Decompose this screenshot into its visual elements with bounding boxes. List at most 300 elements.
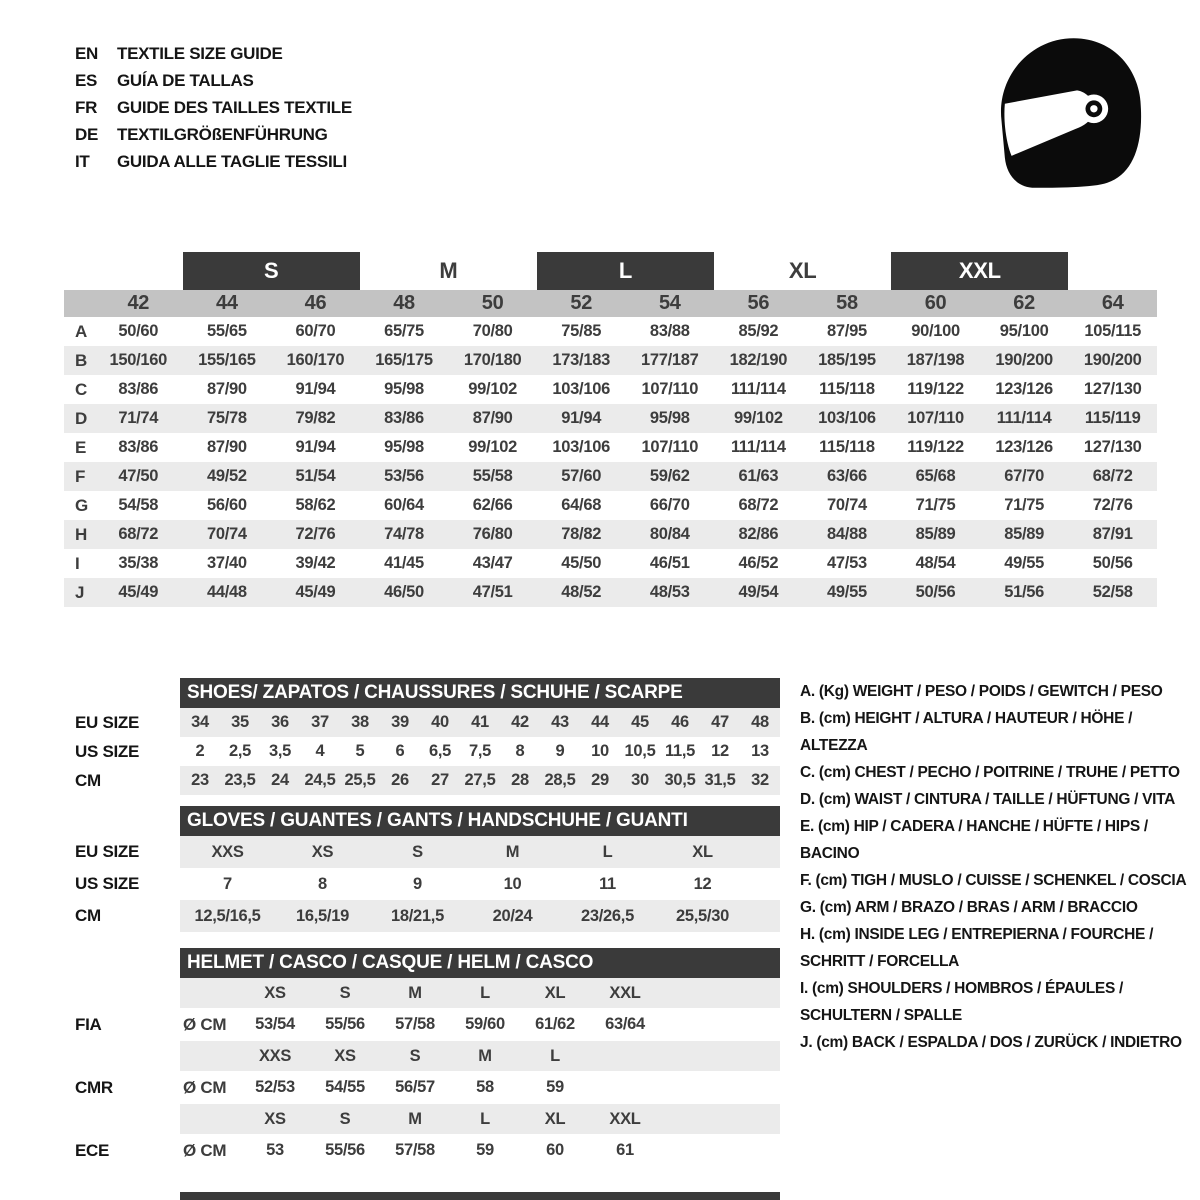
size-cell: S [339,1109,351,1128]
value-cell: 4 [315,742,325,760]
size-band-xl: XL [788,258,817,283]
value-cell: 123/126 [995,438,1053,456]
value-cell: 190/200 [995,351,1053,369]
size-cell: 56 [747,292,770,314]
value-cell: 91/94 [561,409,602,427]
language-row [75,67,352,94]
language-code: FR [75,97,98,117]
legend-item: H. (cm) INSIDE LEG / ENTREPIERNA / FOURCHE / SCHRITT / FORCELLA [800,926,1154,970]
value-cell: 115/118 [819,438,875,456]
unit-cell: Ø CM [183,1077,227,1097]
value-cell: 31,5 [704,771,736,789]
standard-label: ECE [75,1140,110,1160]
size-cell: L [550,1046,560,1065]
table-row [75,900,780,932]
value-cell: 75/85 [561,322,602,340]
value-cell: 85/92 [738,322,779,340]
value-cell: 107/110 [907,409,964,427]
value-cell: 20/24 [492,906,533,925]
value-cell: 83/86 [384,409,424,427]
value-cell: 62/66 [472,496,513,514]
table-row [75,868,780,900]
value-cell: 39/42 [295,554,336,572]
value-cell: 25,5/30 [676,906,729,925]
value-cell: 53 [266,1141,284,1159]
value-cell: 87/90 [472,409,513,427]
value-cell: 39 [391,713,409,731]
value-cell: 50/56 [915,583,956,601]
unit-cell: Ø CM [183,1140,227,1160]
value-cell: 155/165 [198,351,256,369]
value-cell: 53/54 [255,1015,295,1033]
value-cell: 107/110 [641,438,699,456]
value-cell: 44/48 [206,583,247,601]
value-cell: 57/58 [395,1141,435,1159]
size-cell: 52 [570,292,593,314]
value-cell: 84/88 [827,525,867,543]
value-cell: 65/75 [384,322,424,340]
value-cell: 70/74 [206,525,247,543]
value-cell: 7 [223,874,232,893]
value-cell: 47/53 [827,554,867,572]
legend-item: D. (cm) WAIST / CINTURA / TAILLE / HÜFTUNG / VITA [800,791,1176,808]
value-cell: 91/94 [295,438,336,456]
value-cell: 24,5 [304,771,336,789]
size-cell: XL [544,983,566,1002]
value-cell: 119/122 [907,438,964,456]
helmet-value-row [75,1134,780,1167]
value-cell: 78/82 [561,525,602,543]
value-cell: 53/56 [384,467,424,485]
value-cell: 55/65 [206,322,247,340]
value-cell: 2,5 [228,742,252,760]
row-letter: A [75,321,87,341]
value-cell: 165/175 [375,351,433,369]
value-cell: 63/66 [827,467,867,485]
value-cell: 12 [693,874,712,893]
size-band-xxl: XXL [891,252,1068,290]
value-cell: 41 [471,713,489,731]
language-code: DE [75,124,99,144]
value-cell: 61 [616,1141,634,1159]
value-cell: 56/57 [395,1078,435,1096]
table-row [64,578,1157,607]
row-label: CM [75,770,101,790]
size-cell: 50 [481,292,504,314]
helmet-value-row [75,1008,780,1041]
size-cell: L [480,983,490,1002]
value-cell: 24 [271,771,289,789]
value-cell: 61/62 [535,1015,575,1033]
value-cell: 45/49 [295,583,336,601]
value-cell: 111/114 [730,380,786,398]
value-cell: 55/56 [325,1141,365,1159]
value-cell: 115/118 [819,380,875,398]
value-cell: 54/55 [325,1078,365,1096]
size-cell: XS [264,983,286,1002]
value-cell: 23,5 [224,771,256,789]
value-cell: 95/98 [384,380,424,398]
table-row [75,708,780,737]
size-band-header-row [64,252,1157,290]
value-cell: 9 [555,742,565,760]
row-letter: F [75,466,86,486]
value-cell: 35/38 [118,554,159,572]
guide-title: GUIDE DES TAILLES TEXTILE [117,97,352,117]
value-cell: 11,5 [664,742,695,760]
table-row [75,766,780,795]
value-cell: 50/56 [1092,554,1133,572]
value-cell: 99/102 [468,380,517,398]
value-cell: XS [311,842,334,861]
value-cell: 185/195 [818,351,876,369]
legend-item: F. (cm) TIGH / MUSLO / CUISSE / SCHENKEL / COSCIA [800,872,1187,889]
value-cell: 46/51 [649,554,690,572]
value-cell: 115/119 [1084,409,1141,427]
value-cell: 83/86 [118,438,159,456]
value-cell: 49/55 [827,583,867,601]
value-cell: 49/54 [738,583,779,601]
helmet-rows [75,978,780,1167]
shoes-section [75,678,780,795]
value-cell: 12 [711,742,729,760]
value-cell: 54/58 [118,496,159,514]
value-cell: L [602,842,613,861]
value-cell: 95/98 [649,409,690,427]
value-cell: 43/47 [472,554,513,572]
helmet-size-row [180,978,780,1008]
value-cell: 28 [511,771,529,789]
legend-item: G. (cm) ARM / BRAZO / BRAS / ARM / BRACCIO [800,899,1138,916]
value-cell: 2 [195,742,205,760]
standard-label: FIA [75,1014,102,1034]
table-row [64,520,1157,549]
value-cell: 10,5 [624,742,656,760]
value-cell: 105/115 [1084,322,1142,340]
value-cell: 48/52 [561,583,602,601]
row-letter: B [75,350,87,370]
value-cell: 28,5 [544,771,576,789]
size-cell: 62 [1013,292,1035,314]
value-cell: 57/58 [395,1015,435,1033]
value-cell: 59/60 [465,1015,505,1033]
value-cell: 187/198 [906,351,965,369]
unit-cell: Ø CM [183,1014,227,1034]
value-cell: 83/88 [649,322,690,340]
value-cell: 38 [351,713,369,731]
value-cell: 150/160 [109,351,168,369]
size-band-s: S [183,252,360,290]
value-cell: 25,5 [344,771,376,789]
value-cell: 37/40 [206,554,247,572]
value-cell: 18/21,5 [391,906,444,925]
row-letter: C [75,379,87,399]
value-cell: 177/187 [641,351,699,369]
value-cell: 119/122 [907,380,964,398]
language-row [75,121,352,148]
legend-item: I. (cm) SHOULDERS / HOMBROS / ÉPAULES / SCHULTERN / SPALLE [800,980,1124,1024]
value-cell: 10 [591,742,609,760]
value-cell: 99/102 [468,438,517,456]
value-cell: 46 [671,713,689,731]
value-cell: 46/52 [738,554,779,572]
value-cell: 95/100 [999,322,1049,340]
table-row [64,346,1157,375]
value-cell: S [412,842,423,861]
value-cell: 6 [395,742,405,760]
value-cell: 127/130 [1083,380,1142,398]
helmet-size-row [180,1104,780,1134]
value-cell: 5 [355,742,365,760]
value-cell: 60/70 [295,322,336,340]
value-cell: 50/60 [118,322,159,340]
next-section-bar-partial [180,1192,780,1200]
value-cell: 23/26,5 [581,906,634,925]
language-row [75,40,352,67]
helmet-size-row [180,1041,780,1071]
guide-title: TEXTILE SIZE GUIDE [117,43,283,63]
value-cell: 11 [599,874,616,893]
value-cell: 55/58 [472,467,513,485]
value-cell: 71/74 [118,409,159,427]
value-cell: 13 [751,742,769,760]
value-cell: 10 [503,874,522,893]
value-cell: 59 [546,1078,564,1096]
legend-item: J. (cm) BACK / ESPALDA / DOS / ZURÜCK / INDIETRO [800,1034,1182,1051]
value-cell: 72/76 [295,525,336,543]
value-cell: 36 [271,713,289,731]
value-cell: 46/50 [384,583,424,601]
value-cell: 47/50 [118,467,159,485]
value-cell: 190/200 [1083,351,1142,369]
value-cell: 68/72 [1092,467,1133,485]
value-cell: 111/114 [996,409,1052,427]
value-cell: 74/78 [384,525,424,543]
value-cell: 70/74 [827,496,867,514]
apparel-size-table [64,252,1157,607]
value-cell: 79/82 [295,409,336,427]
size-cell: 48 [393,292,415,314]
value-cell: 127/130 [1083,438,1142,456]
value-cell: 30,5 [664,771,696,789]
value-cell: 55/56 [325,1015,365,1033]
value-cell: 7,5 [468,742,492,760]
value-cell: 111/114 [730,438,786,456]
size-cell: 60 [924,292,947,314]
value-cell: 85/89 [1004,525,1045,543]
value-cell: 170/180 [463,351,522,369]
value-cell: 60 [546,1141,564,1159]
guide-title: GUÍA DE TALLAS [117,70,254,90]
value-cell: 16,5/19 [296,906,349,925]
value-cell: 37 [311,713,329,731]
table-row [64,491,1157,520]
shoes-title-bar: SHOES/ ZAPATOS / CHAUSSURES / SCHUHE / SCARPE [180,678,780,708]
value-cell: 59/62 [649,467,690,485]
gloves-section [75,806,780,932]
row-label: EU SIZE [75,712,140,732]
row-label: US SIZE [75,874,140,893]
language-title-list [75,40,352,175]
band-spacer [1068,252,1157,290]
value-cell: 160/170 [286,351,345,369]
value-cell: M [505,842,520,861]
value-cell: 52/58 [1092,583,1133,601]
value-cell: 58 [476,1078,494,1096]
value-cell: 103/106 [552,438,610,456]
value-cell: 48 [751,713,769,731]
value-cell: 64/68 [561,496,602,514]
value-cell: 85/89 [915,525,956,543]
value-cell: 71/75 [1004,496,1045,514]
value-cell: 59 [476,1141,494,1159]
value-cell: 26 [391,771,409,789]
legend-item: A. (Kg) WEIGHT / PESO / POIDS / GEWITCH / PESO [800,683,1163,700]
value-cell: 67/70 [1004,467,1045,485]
size-cell: XXS [258,1046,292,1065]
language-code: EN [75,43,99,63]
row-label: EU SIZE [75,842,140,861]
value-cell: 45 [631,713,649,731]
value-cell: 35 [231,713,249,731]
value-cell: 103/106 [552,380,610,398]
gloves-rows [75,836,780,932]
value-cell: 34 [191,713,209,731]
numeric-size-row [64,290,1157,317]
value-cell: 107/110 [641,380,699,398]
value-cell: 103/106 [818,409,876,427]
helmet-title-bar: HELMET / CASCO / CASQUE / HELM / CASCO [180,948,780,978]
table-row [64,375,1157,404]
value-cell: 3,5 [268,742,292,760]
helmet-value-row [75,1071,780,1104]
legend-item: B. (cm) HEIGHT / ALTURA / HAUTEUR / HÖHE / ALTEZZA [800,710,1133,754]
value-cell: 80/84 [649,525,690,543]
size-cell: XS [264,1109,286,1128]
value-cell: 44 [591,713,609,731]
value-cell: 63/64 [605,1015,645,1033]
helmet-section [75,948,780,1167]
shoes-rows [75,708,780,795]
size-cell: XL [544,1109,566,1128]
value-cell: 45/49 [118,583,159,601]
table-row [64,549,1157,578]
value-cell: 61/63 [738,467,779,485]
language-code: IT [75,151,90,171]
value-cell: 75/78 [206,409,247,427]
value-cell: 42 [511,713,529,731]
size-cell: M [478,1046,492,1065]
table-row [64,317,1157,346]
table-row [64,404,1157,433]
size-cell: 42 [127,292,150,314]
value-cell: 173/183 [552,351,610,369]
size-cell: M [408,983,422,1002]
table-row [75,737,780,766]
value-cell: 30 [631,771,649,789]
value-cell: 83/86 [118,380,159,398]
value-cell: 82/86 [738,525,779,543]
value-cell: 12,5/16,5 [194,906,261,925]
size-cell: XS [334,1046,356,1065]
value-cell: XXS [211,842,244,861]
size-cell: XXL [609,1109,641,1128]
size-cell: S [339,983,351,1002]
value-cell: 23 [191,771,209,789]
legend-item: C. (cm) CHEST / PECHO / POITRINE / TRUHE / PETTO [800,764,1180,781]
value-cell: 52/53 [255,1078,295,1096]
value-cell: 68/72 [118,525,159,543]
value-cell: 48/54 [915,554,956,572]
value-cell: 70/80 [472,322,513,340]
value-cell: 29 [591,771,609,789]
value-cell: 27,5 [464,771,496,789]
size-band-l: L [537,252,714,290]
value-cell: 27 [431,771,449,789]
measurement-legend [800,678,1198,1056]
value-cell: 48/53 [649,583,690,601]
size-cell: 46 [304,292,327,314]
value-cell: 68/72 [738,496,779,514]
value-cell: 182/190 [729,351,788,369]
size-cell: 54 [658,292,681,314]
language-code: ES [75,70,98,90]
size-cell: L [480,1109,490,1128]
table-row [64,462,1157,491]
value-cell: 43 [551,713,569,731]
row-letter: I [75,553,80,573]
value-cell: 66/70 [649,496,690,514]
value-cell: 6,5 [428,742,452,760]
row-letter: H [75,524,87,544]
value-cell: 41/45 [384,554,424,572]
row-letter: E [75,437,87,457]
size-cell: XXL [609,983,641,1002]
value-cell: 58/62 [295,496,336,514]
size-cell: 64 [1101,292,1124,314]
size-band-m: M [439,258,458,283]
value-cell: 51/54 [295,467,336,485]
value-cell: 8 [515,742,525,760]
size-cell: 44 [216,292,238,314]
value-cell: 47 [711,713,729,731]
value-cell: 87/91 [1092,525,1133,543]
value-cell: 95/98 [384,438,424,456]
row-label: US SIZE [75,741,140,761]
size-cell: S [409,1046,421,1065]
racing-helmet-icon [983,32,1151,194]
value-cell: 72/76 [1092,496,1133,514]
value-cell: 65/68 [915,467,956,485]
size-cell: M [408,1109,422,1128]
value-cell: 71/75 [915,496,956,514]
value-cell: 49/52 [206,467,247,485]
measurement-rows [64,317,1157,607]
guide-title: TEXTILGRÖßENFÜHRUNG [117,124,328,144]
value-cell: 60/64 [384,496,424,514]
table-row [75,836,780,868]
value-cell: 91/94 [295,380,336,398]
language-row [75,148,352,175]
value-cell: 9 [413,874,422,893]
value-cell: 87/90 [206,380,247,398]
standard-label: CMR [75,1077,113,1097]
value-cell: 76/80 [472,525,513,543]
value-cell: 49/55 [1004,554,1045,572]
value-cell: 90/100 [911,322,960,340]
value-cell: 87/90 [206,438,247,456]
row-letter: G [75,495,88,515]
